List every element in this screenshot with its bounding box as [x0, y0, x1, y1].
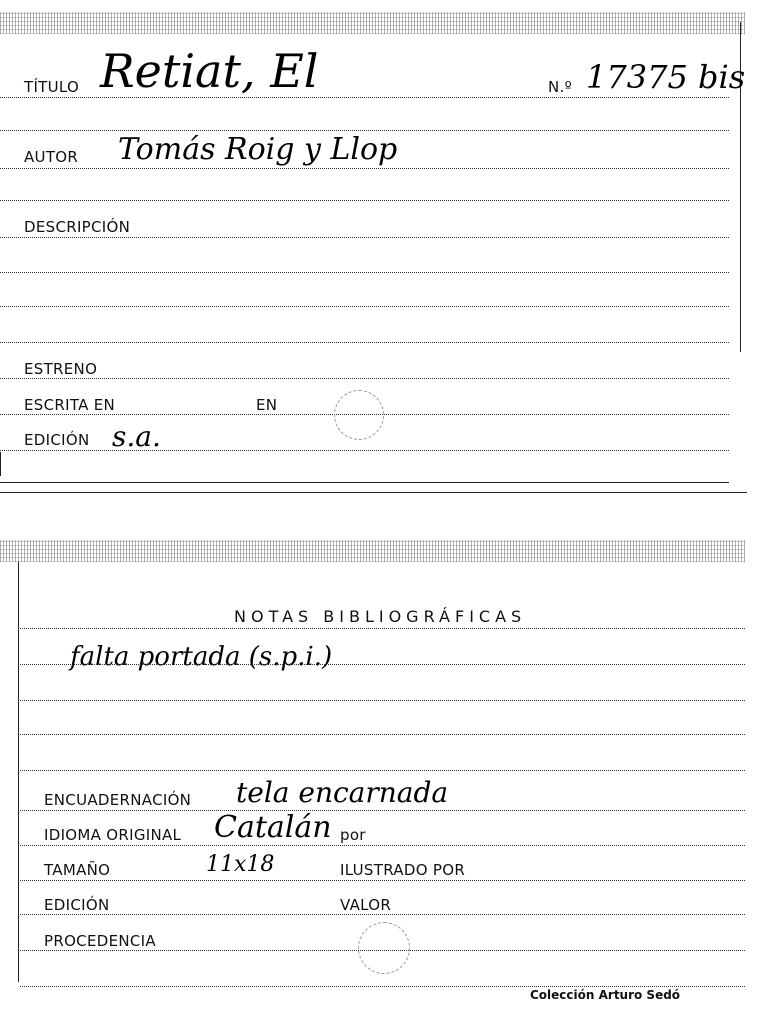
numero-value: 17375 bis: [586, 58, 746, 96]
edicion-label: EDICIÓN: [24, 431, 90, 449]
torn-edge-top: [0, 12, 745, 34]
escrita-en-label: ESCRITA EN: [24, 396, 116, 414]
ilustrado-label: ILUSTRADO POR: [340, 861, 466, 879]
descripcion-label: DESCRIPCIÓN: [24, 218, 131, 236]
encuadernacion-label: ENCUADERNACIÓN: [44, 791, 192, 809]
titulo-label: TÍTULO: [24, 78, 80, 96]
encuadernacion-value: tela encarnada: [236, 776, 449, 809]
tamano-value: 11x18: [206, 852, 275, 877]
notas-value: falta portada (s.p.i.): [70, 642, 333, 672]
autor-value: Tomás Roig y Llop: [118, 132, 398, 167]
card-bottom-left-border: [18, 562, 19, 982]
torn-edge-bottom-card: [0, 540, 745, 562]
por-label: por: [340, 826, 366, 844]
coleccion-label: Colección Arturo Sedó: [530, 988, 681, 1002]
numero-label: N.º: [548, 78, 572, 96]
punch-hole-bottom: [358, 922, 410, 974]
estreno-label: ESTRENO: [24, 360, 98, 378]
tamano-label: TAMAÑO: [44, 861, 111, 879]
procedencia-label: PROCEDENCIA: [44, 932, 156, 950]
valor-label: VALOR: [340, 896, 392, 914]
punch-hole: [334, 390, 384, 440]
idioma-value: Catalán: [214, 810, 332, 845]
idioma-label: IDIOMA ORIGINAL: [44, 826, 182, 844]
notas-header: NOTAS BIBLIOGRÁFICAS: [234, 607, 527, 626]
edicion2-label: EDICIÓN: [44, 896, 110, 914]
titulo-value: Retiat, El: [100, 44, 319, 98]
edicion-value: s.a.: [112, 420, 161, 453]
en-label: EN: [256, 396, 278, 414]
autor-label: AUTOR: [24, 148, 79, 166]
